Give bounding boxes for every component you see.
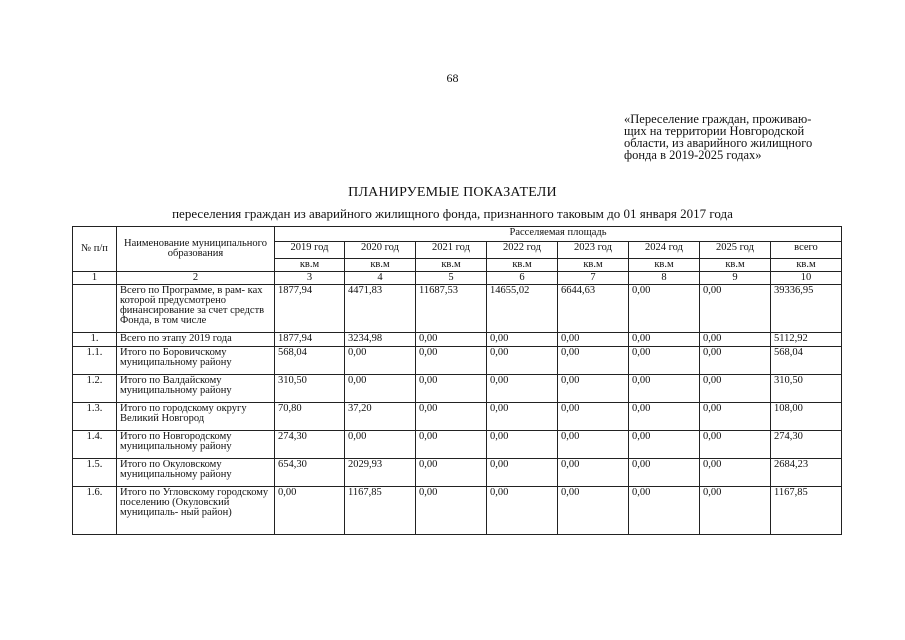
- row-value: 70,80: [275, 403, 345, 431]
- row-value: 274,30: [275, 431, 345, 459]
- row-value: 0,00: [629, 459, 700, 487]
- appendix-note: [624, 113, 839, 161]
- row-value: 0,00: [558, 459, 629, 487]
- row-value: 0,00: [416, 375, 487, 403]
- document-title: ПЛАНИРУЕМЫЕ ПОКАЗАТЕЛИ: [348, 185, 557, 200]
- column-number: 2: [117, 272, 275, 285]
- row-value: 37,20: [345, 403, 416, 431]
- header-year: 2024 год: [629, 242, 700, 259]
- row-value: 39336,95: [771, 285, 842, 333]
- column-number: 7: [558, 272, 629, 285]
- header-unit: кв.м: [771, 259, 842, 272]
- row-number: 1.: [73, 333, 117, 347]
- row-value: 0,00: [629, 333, 700, 347]
- header-number: № п/п: [73, 227, 117, 272]
- header-unit: кв.м: [558, 259, 629, 272]
- row-value: 0,00: [487, 347, 558, 375]
- row-value: 0,00: [558, 375, 629, 403]
- row-value: 274,30: [771, 431, 842, 459]
- header-unit: кв.м: [629, 259, 700, 272]
- row-value: 0,00: [416, 431, 487, 459]
- row-value: 0,00: [345, 375, 416, 403]
- appendix-note-line: «Переселение граждан, проживаю-: [624, 112, 812, 126]
- row-municipality-name: Итого по Угловскому городскому поселению (Окуловский муниципаль- ный район): [117, 487, 275, 535]
- row-value: 0,00: [345, 347, 416, 375]
- row-value: 0,00: [558, 347, 629, 375]
- row-value: 0,00: [487, 487, 558, 535]
- header-row-group: [73, 227, 842, 242]
- row-municipality-name: Всего по Программе, в рам- ках которой предусмотрено финансирование за счет средств Фонда, в том числе: [117, 285, 275, 333]
- row-value: 0,00: [416, 459, 487, 487]
- appendix-note-line: щих на территории Новгородской: [624, 124, 805, 138]
- row-value: 0,00: [487, 431, 558, 459]
- row-value: 0,00: [629, 403, 700, 431]
- row-value: 1877,94: [275, 333, 345, 347]
- row-value: 310,50: [771, 375, 842, 403]
- column-number: 9: [700, 272, 771, 285]
- row-value: 0,00: [700, 347, 771, 375]
- column-number: 4: [345, 272, 416, 285]
- page-number: 68: [446, 71, 459, 85]
- row-number: 1.5.: [73, 459, 117, 487]
- header-unit: кв.м: [416, 259, 487, 272]
- row-number: [73, 285, 117, 333]
- row-number: 1.4.: [73, 431, 117, 459]
- table-row: [73, 375, 842, 403]
- row-value: 0,00: [487, 375, 558, 403]
- row-value: 0,00: [487, 333, 558, 347]
- table-row: [73, 431, 842, 459]
- header-unit: кв.м: [487, 259, 558, 272]
- column-number: 1: [73, 272, 117, 285]
- row-municipality-name: Итого по Новгородскому муниципальному району: [117, 431, 275, 459]
- table-row: [73, 459, 842, 487]
- row-value: 14655,02: [487, 285, 558, 333]
- header-year: 2025 год: [700, 242, 771, 259]
- row-number: 1.6.: [73, 487, 117, 535]
- row-value: 1167,85: [345, 487, 416, 535]
- row-value: 0,00: [629, 431, 700, 459]
- row-value: 0,00: [700, 459, 771, 487]
- row-value: 654,30: [275, 459, 345, 487]
- row-value: 1167,85: [771, 487, 842, 535]
- row-value: 11687,53: [416, 285, 487, 333]
- row-value: 3234,98: [345, 333, 416, 347]
- header-municipality-name: Наименование муниципального образования: [117, 227, 275, 272]
- row-value: 0,00: [416, 347, 487, 375]
- row-number: 1.3.: [73, 403, 117, 431]
- row-value: 0,00: [416, 487, 487, 535]
- column-number: 8: [629, 272, 700, 285]
- row-municipality-name: Итого по городскому округу Великий Новгород: [117, 403, 275, 431]
- row-value: 108,00: [771, 403, 842, 431]
- row-value: 0,00: [700, 431, 771, 459]
- header-year: 2021 год: [416, 242, 487, 259]
- row-number: 1.1.: [73, 347, 117, 375]
- row-value: 0,00: [629, 375, 700, 403]
- row-value: 0,00: [558, 487, 629, 535]
- header-unit: кв.м: [345, 259, 416, 272]
- column-number: 3: [275, 272, 345, 285]
- row-municipality-name: Итого по Окуловскому муниципальному району: [117, 459, 275, 487]
- header-year: 2020 год: [345, 242, 416, 259]
- header-area: Расселяемая площадь: [275, 227, 842, 242]
- row-value: 568,04: [275, 347, 345, 375]
- row-value: 0,00: [558, 403, 629, 431]
- row-municipality-name: Итого по Боровичскому муниципальному району: [117, 347, 275, 375]
- row-value: 0,00: [629, 487, 700, 535]
- row-value: 6644,63: [558, 285, 629, 333]
- row-municipality-name: Итого по Валдайскому муниципальному району: [117, 375, 275, 403]
- row-value: 310,50: [275, 375, 345, 403]
- table-row: [73, 333, 842, 347]
- table-row: [73, 347, 842, 375]
- row-value: 0,00: [700, 333, 771, 347]
- row-value: 0,00: [487, 403, 558, 431]
- row-value: 0,00: [700, 285, 771, 333]
- row-value: 0,00: [558, 333, 629, 347]
- row-number: 1.2.: [73, 375, 117, 403]
- row-value: 1877,94: [275, 285, 345, 333]
- row-value: 0,00: [629, 347, 700, 375]
- table-row: [73, 285, 842, 333]
- column-number: 6: [487, 272, 558, 285]
- row-value: 0,00: [416, 403, 487, 431]
- row-value: 0,00: [487, 459, 558, 487]
- header-year: всего: [771, 242, 842, 259]
- row-value: 0,00: [345, 431, 416, 459]
- appendix-note-line: фонда в 2019-2025 годах»: [624, 148, 762, 162]
- row-value: 0,00: [275, 487, 345, 535]
- row-value: 0,00: [629, 285, 700, 333]
- table-row: [73, 403, 842, 431]
- row-value: 568,04: [771, 347, 842, 375]
- indicators-table: [72, 226, 842, 535]
- header-year: 2022 год: [487, 242, 558, 259]
- row-value: 0,00: [700, 403, 771, 431]
- row-value: 0,00: [700, 487, 771, 535]
- table-row: [73, 487, 842, 535]
- row-value: 2029,93: [345, 459, 416, 487]
- header-unit: кв.м: [700, 259, 771, 272]
- header-year: 2023 год: [558, 242, 629, 259]
- column-number: 5: [416, 272, 487, 285]
- row-value: 5112,92: [771, 333, 842, 347]
- header-year: 2019 год: [275, 242, 345, 259]
- column-number: 10: [771, 272, 842, 285]
- row-value: 0,00: [416, 333, 487, 347]
- row-value: 2684,23: [771, 459, 842, 487]
- header-row-column-numbers: [73, 272, 842, 285]
- row-municipality-name: Всего по этапу 2019 года: [117, 333, 275, 347]
- row-value: 0,00: [558, 431, 629, 459]
- header-unit: кв.м: [275, 259, 345, 272]
- document-subtitle: переселения граждан из аварийного жилищного фонда, признанного таковым до 01 января 2017 года: [172, 206, 733, 221]
- row-value: 4471,83: [345, 285, 416, 333]
- row-value: 0,00: [700, 375, 771, 403]
- appendix-note-line: области, из аварийного жилищного: [624, 136, 813, 150]
